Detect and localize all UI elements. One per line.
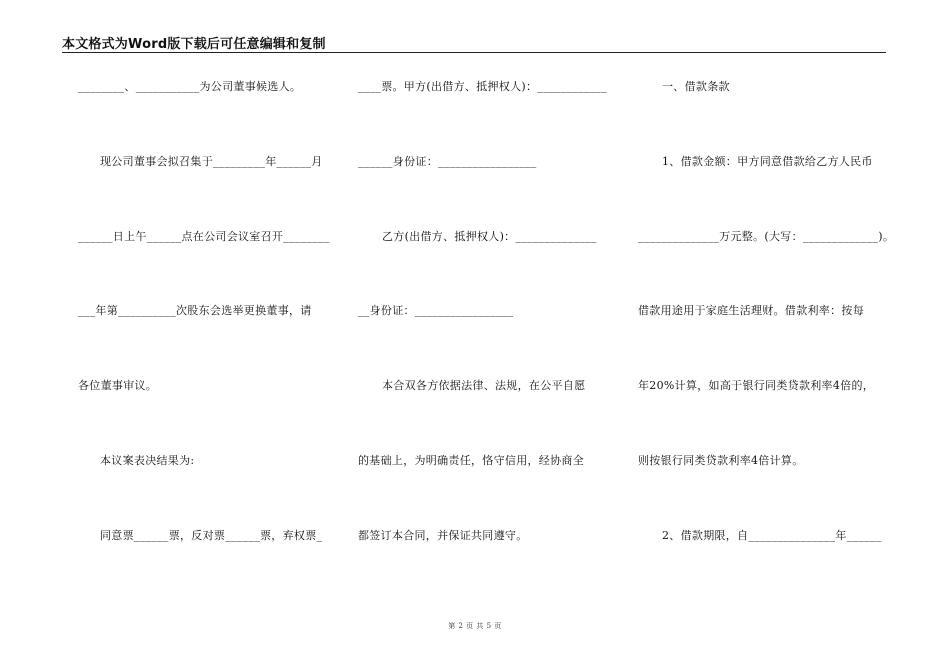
text-line: 都签订本合同，并保证共同遵守。 bbox=[358, 529, 528, 542]
section-heading: 一、借款条款 bbox=[662, 80, 730, 93]
text-line: ______身份证：_________________ bbox=[358, 155, 537, 168]
text-line: 1、借款金额：甲方同意借款给乙方人民币 bbox=[662, 155, 873, 168]
text-line: 现公司董事会拟召集于_________年______月 bbox=[100, 155, 323, 168]
text-line: 同意票______票，反对票______票，弃权票_ bbox=[100, 529, 323, 542]
text-line: ______________万元整。(大写：_____________)。 bbox=[638, 230, 895, 243]
text-line: 的基础上，为明确责任，恪守信用，经协商全 bbox=[358, 454, 584, 467]
text-line: 本议案表决结果为: bbox=[100, 454, 195, 467]
text-line: ____票。甲方(出借方、抵押权人)：____________ bbox=[358, 80, 607, 93]
text-line: ______日上午______点在公司会议室召开________ bbox=[78, 230, 330, 243]
text-line: 乙方(出借方、抵押权人)：______________ bbox=[382, 230, 597, 243]
text-line: 各位董事审议。 bbox=[78, 379, 158, 392]
text-line: ___年第__________次股东会选举更换董事，请 bbox=[78, 304, 312, 317]
text-line: 借款用途用于家庭生活理财。借款利率：按每 bbox=[638, 304, 864, 317]
text-line: 本合双各方依据法律、法规，在公平自愿 bbox=[382, 379, 586, 392]
text-line: 则按银行同类贷款利率4倍计算。 bbox=[638, 454, 804, 467]
text-line: 年20%计算，如高于银行同类贷款利率4倍的， bbox=[638, 379, 875, 392]
text-line: ________、___________为公司董事候选人。 bbox=[78, 80, 302, 93]
text-line: __身份证：_________________ bbox=[358, 304, 514, 317]
page-number: 第 2 页 共 5 页 bbox=[448, 622, 502, 630]
document-header-title: 本文格式为Word版下载后可任意编辑和复制 bbox=[62, 37, 326, 52]
text-line: 2、借款期限，自_______________年______ bbox=[662, 529, 882, 542]
header-divider bbox=[62, 52, 886, 53]
